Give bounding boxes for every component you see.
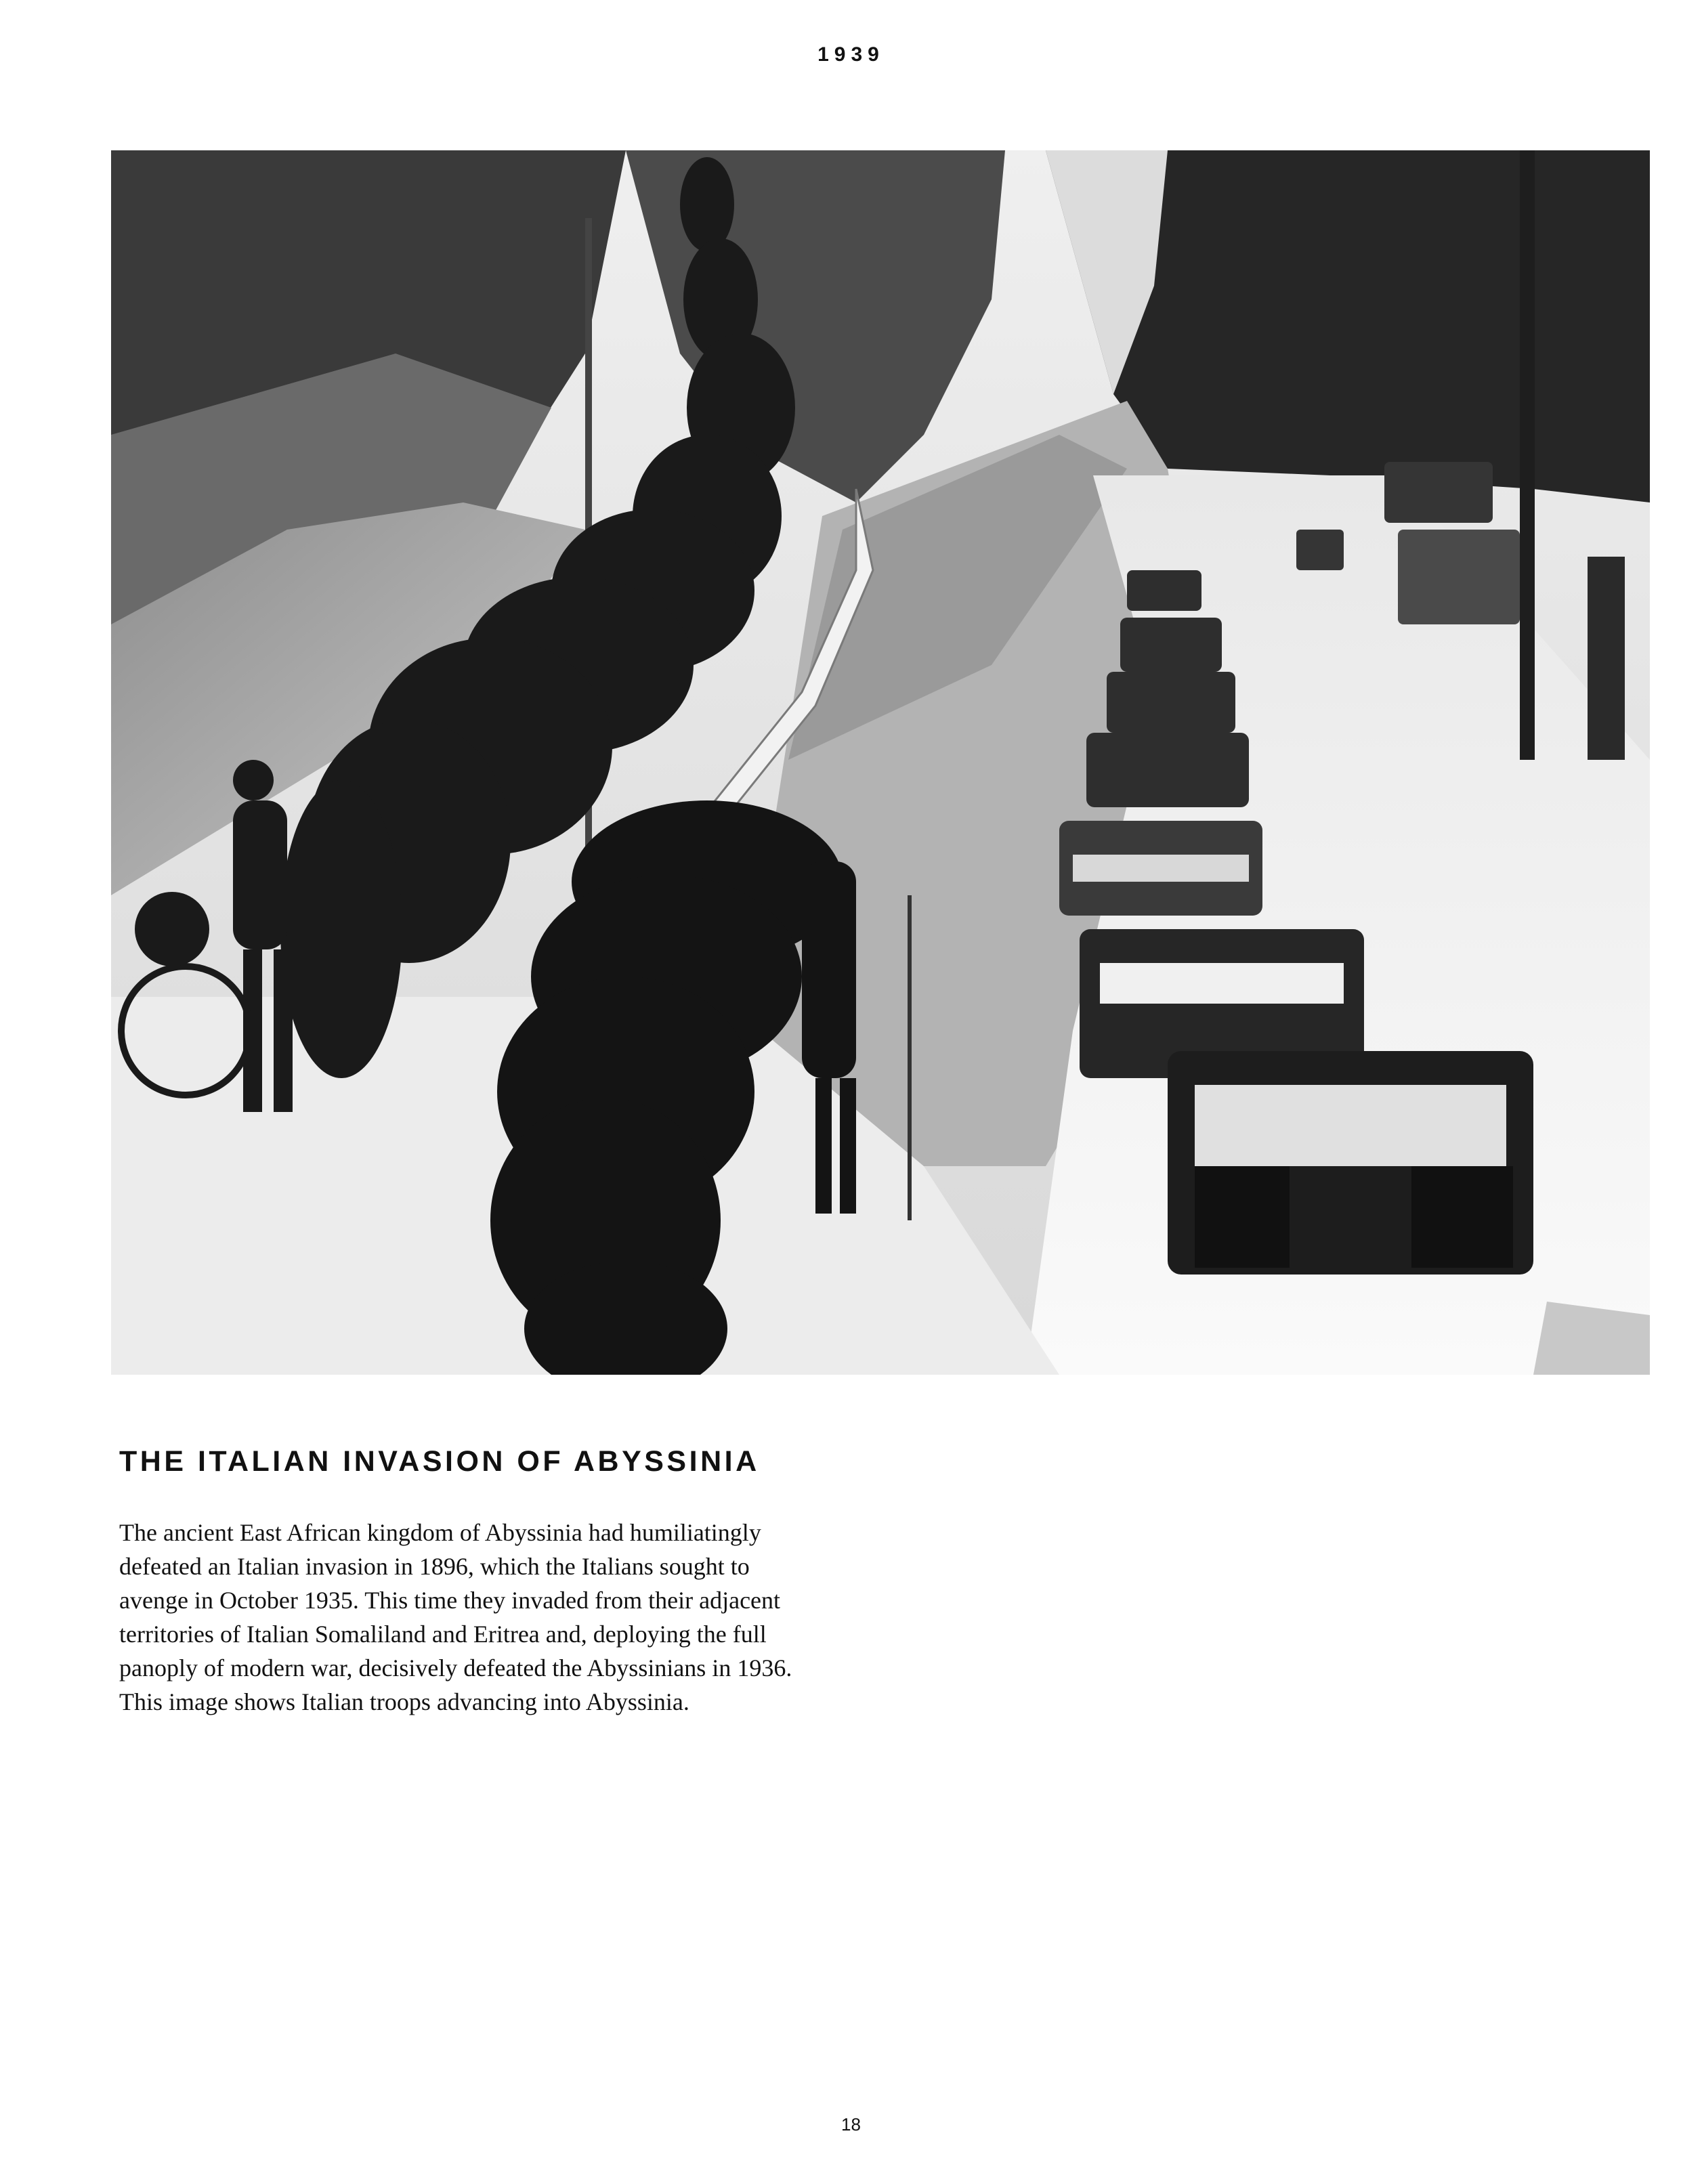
article-body-line: panoply of modern war, decisively defeated the Abyssinians in 1936. [119,1654,792,1682]
article-body [119,1516,898,1719]
page-number: 18 [841,2114,861,2135]
photograph-troops-advancing [111,150,1650,1375]
article-body-line: This image shows Italian troops advancing into Abyssinia. [119,1688,689,1715]
article-body-line: avenge in October 1935. This time they invaded from their adjacent [119,1587,781,1614]
article-body-line: territories of Italian Somaliland and Eritrea and, deploying the full [119,1621,767,1648]
article-title: THE ITALIAN INVASION OF ABYSSINIA [119,1445,760,1478]
photograph-illustration [111,150,1650,1375]
telegraph-pole-right [1520,150,1535,760]
running-head: 1939 [817,43,885,66]
article-body-line: The ancient East African kingdom of Abyssinia had humiliatingly [119,1519,761,1546]
article-body-line: defeated an Italian invasion in 1896, which the Italians sought to [119,1553,750,1580]
